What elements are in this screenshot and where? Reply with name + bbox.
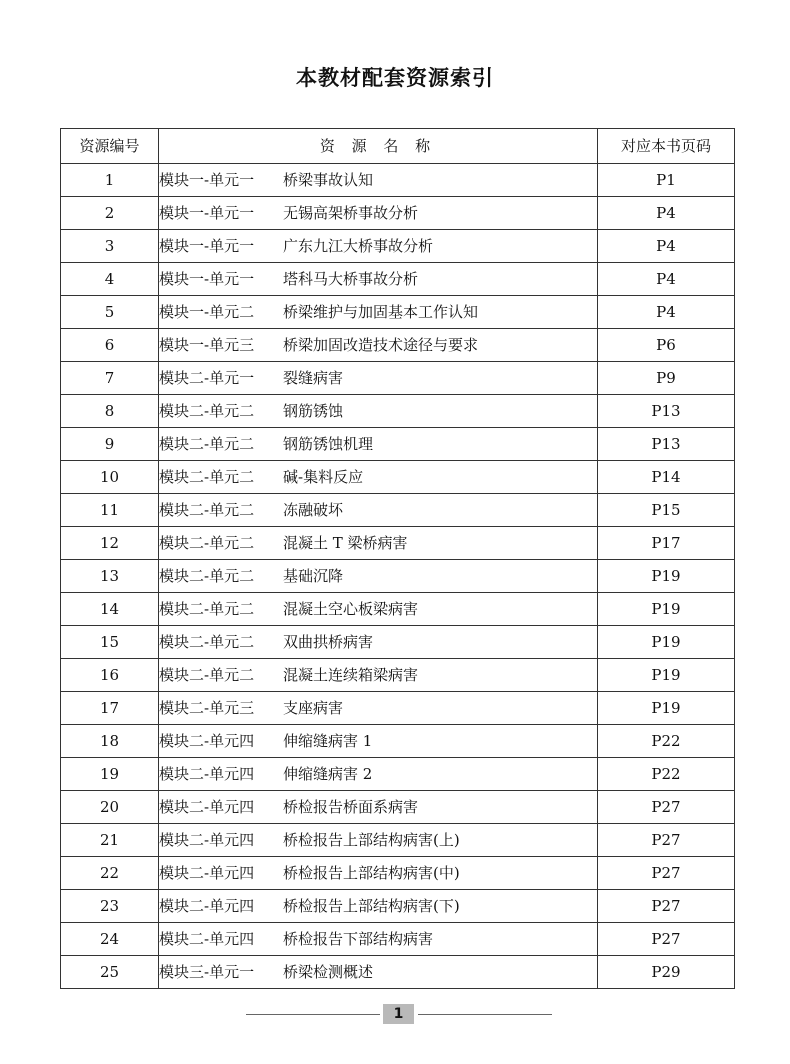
resource-name bbox=[159, 758, 598, 791]
table-header-row bbox=[61, 129, 735, 164]
page-reference: P15 bbox=[598, 494, 735, 527]
resource-number: 7 bbox=[61, 362, 159, 395]
resource-number: 11 bbox=[61, 494, 159, 527]
resource-name bbox=[159, 230, 598, 263]
resource-index-table bbox=[60, 128, 735, 989]
table-row bbox=[61, 263, 735, 296]
page-reference: P4 bbox=[598, 296, 735, 329]
page-reference: P9 bbox=[598, 362, 735, 395]
resource-title: 桥检报告桥面系病害 bbox=[283, 798, 419, 816]
module-unit-label: 模块二-单元二 bbox=[159, 402, 255, 420]
module-unit-label: 模块二-单元二 bbox=[159, 534, 255, 552]
resource-name bbox=[159, 857, 598, 890]
resource-title: 桥梁维护与加固基本工作认知 bbox=[283, 303, 479, 321]
page-reference: P27 bbox=[598, 791, 735, 824]
module-unit-label: 模块一-单元一 bbox=[159, 204, 255, 222]
resource-title: 桥梁检测概述 bbox=[283, 963, 374, 981]
table-row bbox=[61, 329, 735, 362]
resource-title: 伸缩缝病害 1 bbox=[283, 732, 373, 750]
resource-name bbox=[159, 263, 598, 296]
resource-number: 18 bbox=[61, 725, 159, 758]
page-reference: P1 bbox=[598, 164, 735, 197]
module-unit-label: 模块二-单元二 bbox=[159, 567, 255, 585]
page-footer bbox=[0, 1004, 790, 1024]
resource-name bbox=[159, 329, 598, 362]
resource-name bbox=[159, 593, 598, 626]
resource-name bbox=[159, 527, 598, 560]
resource-name bbox=[159, 692, 598, 725]
resource-number: 14 bbox=[61, 593, 159, 626]
resource-title: 支座病害 bbox=[283, 699, 344, 717]
page-reference: P29 bbox=[598, 956, 735, 989]
table-row bbox=[61, 593, 735, 626]
module-unit-label: 模块一-单元三 bbox=[159, 336, 255, 354]
resource-number: 5 bbox=[61, 296, 159, 329]
resource-title: 混凝土连续箱梁病害 bbox=[283, 666, 419, 684]
resource-title: 桥检报告上部结构病害(下) bbox=[283, 897, 460, 915]
module-unit-label: 模块二-单元二 bbox=[159, 633, 255, 651]
resource-number: 15 bbox=[61, 626, 159, 659]
footer-rule-left bbox=[246, 1014, 380, 1015]
resource-title: 桥检报告下部结构病害 bbox=[283, 930, 434, 948]
table-row bbox=[61, 428, 735, 461]
table-row bbox=[61, 395, 735, 428]
resource-number: 1 bbox=[61, 164, 159, 197]
table-row bbox=[61, 296, 735, 329]
resource-title: 桥检报告上部结构病害(上) bbox=[283, 831, 460, 849]
resource-number: 19 bbox=[61, 758, 159, 791]
page-reference: P19 bbox=[598, 626, 735, 659]
resource-name bbox=[159, 923, 598, 956]
resource-number: 21 bbox=[61, 824, 159, 857]
module-unit-label: 模块二-单元二 bbox=[159, 600, 255, 618]
table-row bbox=[61, 659, 735, 692]
resource-title: 桥梁事故认知 bbox=[283, 171, 374, 189]
resource-title: 基础沉降 bbox=[283, 567, 344, 585]
resource-title: 混凝土空心板梁病害 bbox=[283, 600, 419, 618]
page-reference: P13 bbox=[598, 428, 735, 461]
module-unit-label: 模块二-单元四 bbox=[159, 765, 255, 783]
table-row bbox=[61, 824, 735, 857]
page-reference: P22 bbox=[598, 725, 735, 758]
module-unit-label: 模块二-单元三 bbox=[159, 699, 255, 717]
resource-title: 冻融破坏 bbox=[283, 501, 344, 519]
footer-rule-right bbox=[418, 1014, 552, 1015]
resource-name bbox=[159, 890, 598, 923]
resource-name bbox=[159, 626, 598, 659]
page-reference: P13 bbox=[598, 395, 735, 428]
page-reference: P6 bbox=[598, 329, 735, 362]
table-body bbox=[61, 164, 735, 989]
module-unit-label: 模块二-单元四 bbox=[159, 798, 255, 816]
resource-name bbox=[159, 956, 598, 989]
module-unit-label: 模块二-单元四 bbox=[159, 732, 255, 750]
table-row bbox=[61, 560, 735, 593]
resource-title: 塔科马大桥事故分析 bbox=[283, 270, 419, 288]
resource-number: 3 bbox=[61, 230, 159, 263]
page-title: 本教材配套资源索引 bbox=[296, 66, 494, 90]
resource-number: 12 bbox=[61, 527, 159, 560]
resource-title: 裂缝病害 bbox=[283, 369, 344, 387]
table-row bbox=[61, 197, 735, 230]
page-reference: P17 bbox=[598, 527, 735, 560]
page-reference: P27 bbox=[598, 923, 735, 956]
resource-number: 24 bbox=[61, 923, 159, 956]
page-reference: P19 bbox=[598, 560, 735, 593]
resource-title: 伸缩缝病害 2 bbox=[283, 765, 373, 783]
page-reference: P4 bbox=[598, 263, 735, 296]
resource-number: 20 bbox=[61, 791, 159, 824]
module-unit-label: 模块三-单元一 bbox=[159, 963, 255, 981]
table-row bbox=[61, 527, 735, 560]
resource-title: 双曲拱桥病害 bbox=[283, 633, 374, 651]
page-reference: P14 bbox=[598, 461, 735, 494]
page-reference: P27 bbox=[598, 824, 735, 857]
module-unit-label: 模块二-单元四 bbox=[159, 864, 255, 882]
module-unit-label: 模块一-单元一 bbox=[159, 237, 255, 255]
resource-title: 碱-集料反应 bbox=[283, 468, 364, 486]
page-reference: P22 bbox=[598, 758, 735, 791]
module-unit-label: 模块二-单元二 bbox=[159, 435, 255, 453]
page-reference: P19 bbox=[598, 692, 735, 725]
resource-title: 混凝土 T 梁桥病害 bbox=[283, 534, 408, 552]
resource-number: 13 bbox=[61, 560, 159, 593]
header-page: 对应本书页码 bbox=[598, 129, 735, 164]
resource-number: 23 bbox=[61, 890, 159, 923]
page-reference: P27 bbox=[598, 890, 735, 923]
resource-name bbox=[159, 164, 598, 197]
resource-title: 钢筋锈蚀 bbox=[283, 402, 344, 420]
table-row bbox=[61, 791, 735, 824]
module-unit-label: 模块二-单元一 bbox=[159, 369, 255, 387]
table-row bbox=[61, 923, 735, 956]
resource-title: 桥梁加固改造技术途径与要求 bbox=[283, 336, 479, 354]
module-unit-label: 模块二-单元二 bbox=[159, 501, 255, 519]
table-row bbox=[61, 494, 735, 527]
resource-number: 4 bbox=[61, 263, 159, 296]
resource-number: 25 bbox=[61, 956, 159, 989]
table-row bbox=[61, 461, 735, 494]
table-row bbox=[61, 692, 735, 725]
resource-name bbox=[159, 296, 598, 329]
resource-number: 16 bbox=[61, 659, 159, 692]
module-unit-label: 模块二-单元二 bbox=[159, 666, 255, 684]
resource-name bbox=[159, 362, 598, 395]
resource-number: 8 bbox=[61, 395, 159, 428]
resource-title: 桥检报告上部结构病害(中) bbox=[283, 864, 460, 882]
module-unit-label: 模块二-单元四 bbox=[159, 831, 255, 849]
resource-name bbox=[159, 461, 598, 494]
resource-name bbox=[159, 395, 598, 428]
resource-name bbox=[159, 659, 598, 692]
resource-title: 广东九江大桥事故分析 bbox=[283, 237, 434, 255]
resource-name bbox=[159, 197, 598, 230]
resource-title: 钢筋锈蚀机理 bbox=[283, 435, 374, 453]
page-reference: P4 bbox=[598, 197, 735, 230]
resource-name bbox=[159, 791, 598, 824]
table-row bbox=[61, 857, 735, 890]
resource-name bbox=[159, 560, 598, 593]
table-row bbox=[61, 956, 735, 989]
header-resource-name: 资 源 名 称 bbox=[159, 129, 598, 164]
page-reference: P19 bbox=[598, 593, 735, 626]
table-row bbox=[61, 890, 735, 923]
module-unit-label: 模块二-单元四 bbox=[159, 930, 255, 948]
module-unit-label: 模块一-单元一 bbox=[159, 270, 255, 288]
resource-number: 6 bbox=[61, 329, 159, 362]
table-row bbox=[61, 164, 735, 197]
resource-number: 10 bbox=[61, 461, 159, 494]
resource-number: 2 bbox=[61, 197, 159, 230]
table-row bbox=[61, 362, 735, 395]
table-row bbox=[61, 230, 735, 263]
resource-title: 无锡高架桥事故分析 bbox=[283, 204, 419, 222]
resource-name bbox=[159, 428, 598, 461]
resource-name bbox=[159, 725, 598, 758]
resource-number: 22 bbox=[61, 857, 159, 890]
resource-number: 9 bbox=[61, 428, 159, 461]
module-unit-label: 模块一-单元一 bbox=[159, 171, 255, 189]
header-resource-number: 资源编号 bbox=[61, 129, 159, 164]
module-unit-label: 模块一-单元二 bbox=[159, 303, 255, 321]
page-number: 1 bbox=[383, 1004, 414, 1024]
resource-number: 17 bbox=[61, 692, 159, 725]
page-reference: P4 bbox=[598, 230, 735, 263]
table-row bbox=[61, 725, 735, 758]
module-unit-label: 模块二-单元二 bbox=[159, 468, 255, 486]
module-unit-label: 模块二-单元四 bbox=[159, 897, 255, 915]
resource-name bbox=[159, 494, 598, 527]
page-reference: P27 bbox=[598, 857, 735, 890]
page-reference: P19 bbox=[598, 659, 735, 692]
table-row bbox=[61, 626, 735, 659]
table-row bbox=[61, 758, 735, 791]
resource-name bbox=[159, 824, 598, 857]
